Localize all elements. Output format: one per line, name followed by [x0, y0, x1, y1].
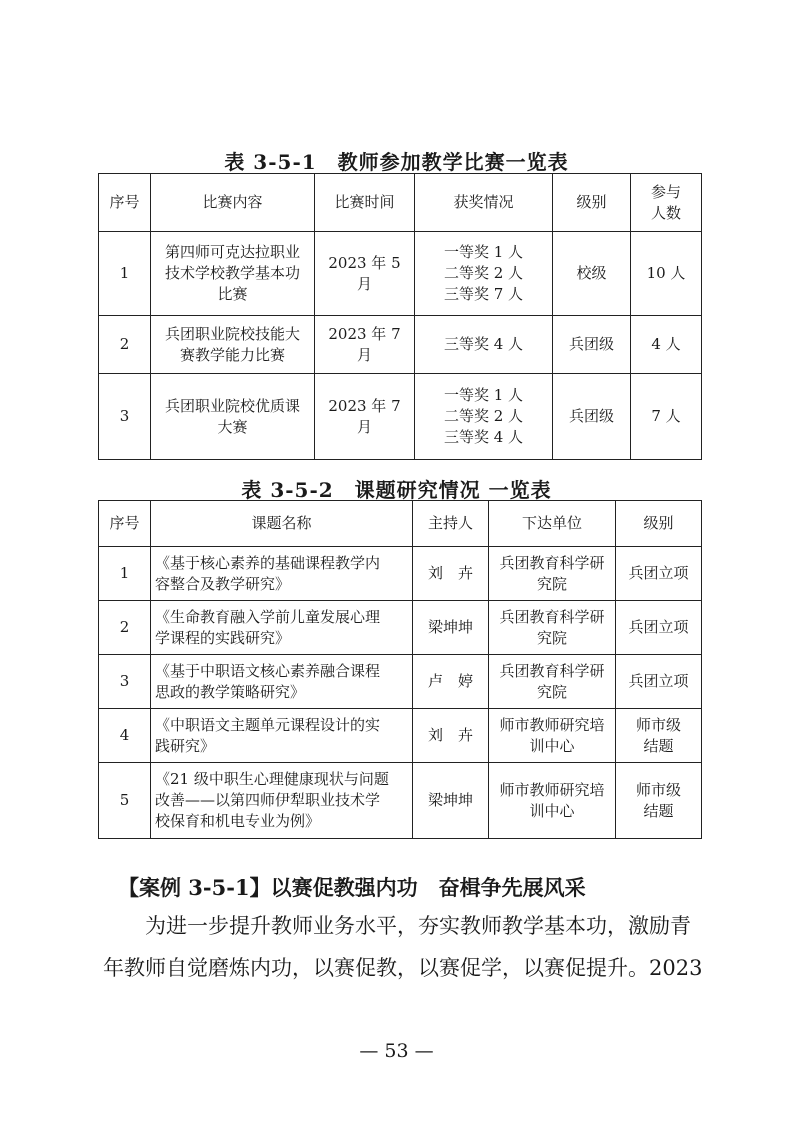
table-row: [99, 547, 702, 601]
issuing-unit-line: 兵团教育科学研: [499, 661, 605, 680]
project-name: [151, 547, 413, 601]
project-host: 刘 卉: [413, 547, 489, 601]
project-host: 刘 卉: [413, 709, 489, 763]
participant-count: 7 人: [631, 374, 702, 460]
table2-header-no: 序号: [99, 501, 151, 547]
table1-header-count: [631, 174, 702, 232]
research-table: [98, 500, 702, 839]
table-row: [99, 763, 702, 839]
header-count-line: 参与: [650, 182, 681, 201]
project-name-line: 学课程的实践研究》: [155, 628, 291, 647]
project-name-line: 《生命教育融入学前儿童发展心理: [155, 607, 381, 626]
project-level: [616, 763, 702, 839]
table1-header-content: 比赛内容: [151, 174, 315, 232]
project-level-line: 师市级: [635, 715, 681, 734]
competition-content-line: 大赛: [217, 417, 248, 436]
participant-count: 4 人: [631, 316, 702, 374]
table2-header-name: 课题名称: [151, 501, 413, 547]
table-row: [99, 709, 702, 763]
project-level: [616, 601, 702, 655]
issuing-unit-line: 兵团教育科学研: [499, 607, 605, 626]
award-info-line: 三等奖 4 人: [443, 428, 524, 446]
project-level: [616, 709, 702, 763]
table2-header-unit: 下达单位: [489, 501, 616, 547]
award-info: [415, 316, 553, 374]
competition-content-line: 比赛: [217, 285, 248, 303]
issuing-unit-line: 究院: [536, 574, 567, 593]
competition-content: [151, 232, 315, 316]
project-name: [151, 763, 413, 839]
project-level-line: 兵团立项: [628, 672, 689, 690]
paragraph-line: 为进一步提升教师业务水平，夯实教师教学基本功，激励青: [103, 914, 691, 938]
project-host: 卢 婷: [413, 655, 489, 709]
case-title: 【案例 3-5-1】以赛促教强内功 奋楫争先展风采: [118, 875, 586, 900]
row-number: 5: [99, 763, 151, 839]
participant-count: 10 人: [631, 232, 702, 316]
issuing-unit: [489, 709, 616, 763]
competition-content-line: 赛教学能力比赛: [179, 345, 285, 364]
table2-header-host: 主持人: [413, 501, 489, 547]
award-info-line: 二等奖 2 人: [443, 264, 524, 282]
award-info-line: 三等奖 7 人: [443, 285, 524, 303]
table2-header-row: [99, 501, 702, 547]
table-row: [99, 655, 702, 709]
project-name-line: 《基于中职语文核心素养融合课程: [155, 661, 381, 680]
project-name-line: 校保育和机电专业为例》: [155, 812, 321, 830]
project-name-line: 思政的教学策略研究》: [155, 682, 306, 701]
project-level: [616, 547, 702, 601]
issuing-unit-line: 训中心: [529, 736, 575, 755]
project-level: [616, 655, 702, 709]
paragraph-line: 年教师自觉磨炼内功，以赛促教，以赛促学，以赛促提升。2023: [103, 956, 703, 980]
project-name: [151, 601, 413, 655]
row-number: 4: [99, 709, 151, 763]
project-host: 梁坤坤: [413, 601, 489, 655]
competition-time: 2023 年 7 月: [315, 316, 415, 374]
issuing-unit: [489, 763, 616, 839]
row-number: 2: [99, 316, 151, 374]
competition-level: 兵团级: [553, 374, 631, 460]
competition-content-line: 兵团职业院校技能大: [164, 324, 300, 343]
table-row: [99, 601, 702, 655]
project-name-line: 《21 级中职生心理健康现状与问题: [155, 770, 389, 788]
issuing-unit-line: 究院: [536, 682, 567, 701]
header-count-line: 人数: [650, 203, 681, 222]
competition-content-line: 兵团职业院校优质课: [164, 396, 300, 415]
project-name-line: 《基于核心素养的基础课程教学内: [155, 553, 381, 572]
award-info: [415, 232, 553, 316]
award-info: [415, 374, 553, 460]
row-number: 1: [99, 547, 151, 601]
row-number: 1: [99, 232, 151, 316]
project-level-line: 结题: [643, 736, 674, 755]
competition-content: [151, 316, 315, 374]
issuing-unit: [489, 601, 616, 655]
table1-header-level: 级别: [553, 174, 631, 232]
award-info-line: 二等奖 2 人: [443, 407, 524, 425]
project-name-line: 践研究》: [155, 736, 216, 755]
project-name-line: 容整合及教学研究》: [155, 574, 291, 593]
page-number: — 53 —: [359, 1040, 434, 1062]
issuing-unit-line: 兵团教育科学研: [499, 553, 605, 572]
issuing-unit-line: 训中心: [529, 801, 575, 820]
table1-header-no: 序号: [99, 174, 151, 232]
issuing-unit: [489, 547, 616, 601]
table2-caption: 表 3-5-2 课题研究情况 一览表: [241, 478, 552, 502]
award-info-line: 三等奖 4 人: [443, 335, 524, 353]
issuing-unit: [489, 655, 616, 709]
row-number: 2: [99, 601, 151, 655]
project-name-line: 改善——以第四师伊犁职业技术学: [155, 791, 381, 809]
row-number: 3: [99, 374, 151, 460]
table1-header-time: 比赛时间: [315, 174, 415, 232]
competition-content-line: 第四师可克达拉职业: [164, 243, 300, 261]
project-name-line: 《中职语文主题单元课程设计的实: [155, 715, 381, 734]
table2-header-level: 级别: [616, 501, 702, 547]
award-info-line: 一等奖 1 人: [443, 243, 524, 261]
table-row: [99, 374, 702, 460]
table1-header-row: [99, 174, 702, 232]
competition-level: 校级: [553, 232, 631, 316]
award-info-line: 一等奖 1 人: [443, 386, 524, 404]
table-row: [99, 232, 702, 316]
project-level-line: 结题: [643, 801, 674, 820]
table-row: [99, 316, 702, 374]
competition-level: 兵团级: [553, 316, 631, 374]
table1-caption: 表 3-5-1 教师参加教学比赛一览表: [224, 150, 569, 174]
project-level-line: 师市级: [635, 780, 681, 799]
issuing-unit-line: 究院: [536, 628, 567, 647]
row-number: 3: [99, 655, 151, 709]
project-level-line: 兵团立项: [628, 564, 689, 582]
competition-table: [98, 173, 702, 460]
competition-time: 2023 年 7 月: [315, 374, 415, 460]
issuing-unit-line: 师市教师研究培: [499, 715, 605, 734]
table1-header-award: 获奖情况: [415, 174, 553, 232]
project-name: [151, 709, 413, 763]
project-name: [151, 655, 413, 709]
competition-time: 2023 年 5 月: [315, 232, 415, 316]
issuing-unit-line: 师市教师研究培: [499, 780, 605, 799]
project-host: 梁坤坤: [413, 763, 489, 839]
competition-content: [151, 374, 315, 460]
project-level-line: 兵团立项: [628, 618, 689, 636]
competition-content-line: 技术学校教学基本功: [164, 264, 300, 282]
